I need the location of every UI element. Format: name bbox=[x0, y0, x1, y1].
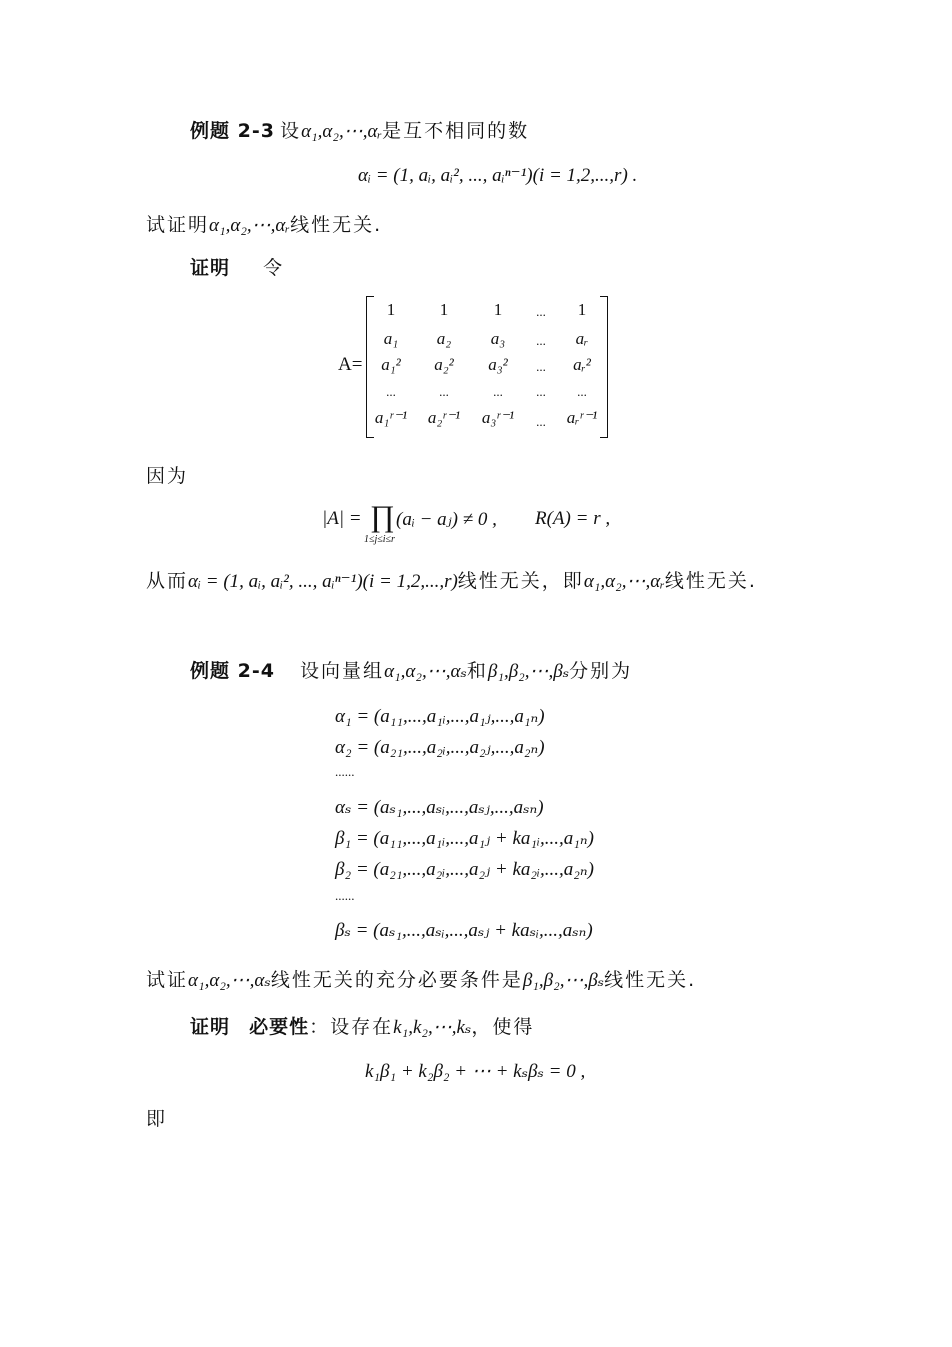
suppose-post: ，使得 bbox=[471, 1016, 535, 1038]
example-2-4-task-line bbox=[146, 965, 696, 992]
matrix-cell: a₃ bbox=[490, 329, 506, 348]
matrix-cell: aᵣ bbox=[575, 329, 589, 348]
example-2-3-task-post: 线性无关. bbox=[290, 214, 383, 236]
matrix-cell: 1 bbox=[386, 300, 396, 319]
product-subscript: 1≤j≤i≤r bbox=[364, 534, 395, 545]
example-2-4-intro-post: 分别为 bbox=[569, 660, 633, 682]
suppose-math: k₁,k₂,⋯,kₛ bbox=[393, 1017, 472, 1038]
matrix-cell: aᵣ² bbox=[573, 355, 591, 374]
matrix-a bbox=[366, 296, 608, 438]
example-2-3-task-line bbox=[146, 210, 382, 237]
matrix-cell: ... bbox=[577, 384, 587, 399]
that-is-text: 即 bbox=[146, 1108, 168, 1130]
example-2-4-task-post: 线性无关. bbox=[604, 969, 697, 991]
suppose-pre: 设存在 bbox=[330, 1016, 394, 1038]
matrix-cell: a₂² bbox=[434, 355, 454, 374]
matrix-cell: a₃ʳ⁻¹ bbox=[481, 408, 515, 427]
example-2-3-intro-post: 是互不相同的数 bbox=[382, 120, 530, 142]
determinant-rhs: (aᵢ − aⱼ) ≠ 0 , bbox=[396, 509, 497, 530]
example-2-3-definition-formula: αᵢ = (1, aᵢ, aᵢ², ..., aᵢⁿ⁻¹)(i = 1,2,...,r) . bbox=[358, 165, 638, 186]
example-2-4-proof-line bbox=[190, 1012, 534, 1039]
example-2-4-intro-math-1: α₁,α₂,⋯,αₛ bbox=[384, 661, 467, 682]
example-2-3-intro-pre: 设 bbox=[280, 120, 302, 142]
matrix-cell: 1 bbox=[577, 300, 587, 319]
conclusion-math-1: αᵢ = (1, aᵢ, aᵢ², ..., aᵢⁿ⁻¹)(i = 1,2,...,r) bbox=[188, 571, 458, 592]
conclusion-mid: 线性无关，即 bbox=[457, 570, 584, 592]
vector-line: β₂ = (a₂₁,...,a₂ᵢ,...,a₂ⱼ + ka₂ᵢ,...,a₂ₙ) bbox=[335, 859, 594, 880]
vector-line: βₛ = (aₛ₁,...,aₛᵢ,...,aₛⱼ + kaₛᵢ,...,aₛₙ) bbox=[335, 920, 593, 941]
example-2-4-intro-math-2: β₁,β₂,⋯,βₛ bbox=[487, 661, 570, 682]
conclusion-post: 线性无关. bbox=[664, 570, 757, 592]
necessity-label: 必要性 bbox=[249, 1016, 310, 1038]
matrix-cell: a₁² bbox=[381, 355, 401, 374]
conclusion-pre: 从而 bbox=[146, 570, 189, 592]
matrix-cell: ... bbox=[439, 384, 449, 399]
matrix-cell: ... bbox=[536, 384, 546, 399]
vector-line: α₂ = (a₂₁,...,a₂ᵢ,...,a₂ⱼ,...,a₂ₙ) bbox=[335, 737, 545, 758]
matrix-cell: ... bbox=[536, 414, 546, 429]
colon: ： bbox=[309, 1016, 331, 1038]
matrix-cell: ... bbox=[536, 304, 546, 319]
example-2-4-task-math-2: β₁,β₂,⋯,βₛ bbox=[522, 970, 605, 991]
matrix-cell: ... bbox=[386, 384, 396, 399]
example-2-3-heading: 例题 2-3 bbox=[190, 120, 275, 142]
linear-combination-equation: k₁β₁ + k₂β₂ + ⋯ + kₛβₛ = 0 , bbox=[365, 1061, 586, 1082]
example-2-4-intro-pre: 设向量组 bbox=[300, 660, 385, 682]
example-2-4-task-mid: 线性无关的充分必要条件是 bbox=[270, 969, 523, 991]
example-2-4-proof-label: 证明 bbox=[190, 1016, 231, 1038]
matrix-cell: a₂ʳ⁻¹ bbox=[427, 408, 461, 427]
example-2-3-task-math: α₁,α₂,⋯,αᵣ bbox=[209, 215, 291, 236]
because-text: 因为 bbox=[146, 465, 189, 487]
product-symbol: ∏ bbox=[370, 500, 395, 533]
rank-equation: R(A) = r , bbox=[535, 508, 611, 529]
conclusion-math-2: α₁,α₂,⋯,αᵣ bbox=[583, 571, 665, 592]
example-2-3-intro-line bbox=[190, 116, 529, 143]
example-2-4-task-math-1: α₁,α₂,⋯,αₛ bbox=[188, 970, 271, 991]
matrix-cell: a₁ bbox=[383, 329, 399, 348]
determinant-lhs: |A| = bbox=[322, 508, 362, 529]
example-2-4-intro-and: 和 bbox=[466, 660, 488, 682]
matrix-cell: ... bbox=[493, 384, 503, 399]
example-2-4-heading: 例题 2-4 bbox=[190, 660, 275, 682]
example-2-3-proof-let: 令 bbox=[263, 257, 285, 279]
vector-line-ellipsis: ...... bbox=[335, 888, 355, 903]
matrix-cell: ... bbox=[536, 333, 546, 348]
matrix-cell: a₂ bbox=[436, 329, 452, 348]
example-2-3-conclusion-line bbox=[146, 566, 757, 593]
vector-line: β₁ = (a₁₁,...,a₁ᵢ,...,a₁ⱼ + ka₁ᵢ,...,a₁ₙ) bbox=[335, 828, 594, 849]
example-2-3-task-pre: 试证明 bbox=[146, 214, 210, 236]
vector-line-ellipsis: ...... bbox=[335, 764, 355, 779]
matrix-label: A= bbox=[338, 354, 363, 375]
example-2-3-intro-math: α₁,α₂,⋯,αᵣ bbox=[301, 121, 383, 142]
matrix-cell: 1 bbox=[439, 300, 449, 319]
matrix-cell: a₁ʳ⁻¹ bbox=[374, 408, 408, 427]
vector-line: αₛ = (aₛ₁,...,aₛᵢ,...,aₛⱼ,...,aₛₙ) bbox=[335, 797, 544, 818]
matrix-cell: a₃² bbox=[488, 355, 508, 374]
matrix-cell: aᵣʳ⁻¹ bbox=[566, 408, 598, 427]
example-2-3-proof-label: 证明 bbox=[190, 257, 231, 279]
vector-line: α₁ = (a₁₁,...,a₁ᵢ,...,a₁ⱼ,...,a₁ₙ) bbox=[335, 706, 545, 727]
example-2-4-intro-line bbox=[190, 656, 632, 683]
example-2-4-task-pre: 试证 bbox=[146, 969, 189, 991]
matrix-cell: ... bbox=[536, 359, 546, 374]
example-2-3-proof-line bbox=[190, 253, 284, 280]
matrix-cell: 1 bbox=[493, 300, 503, 319]
